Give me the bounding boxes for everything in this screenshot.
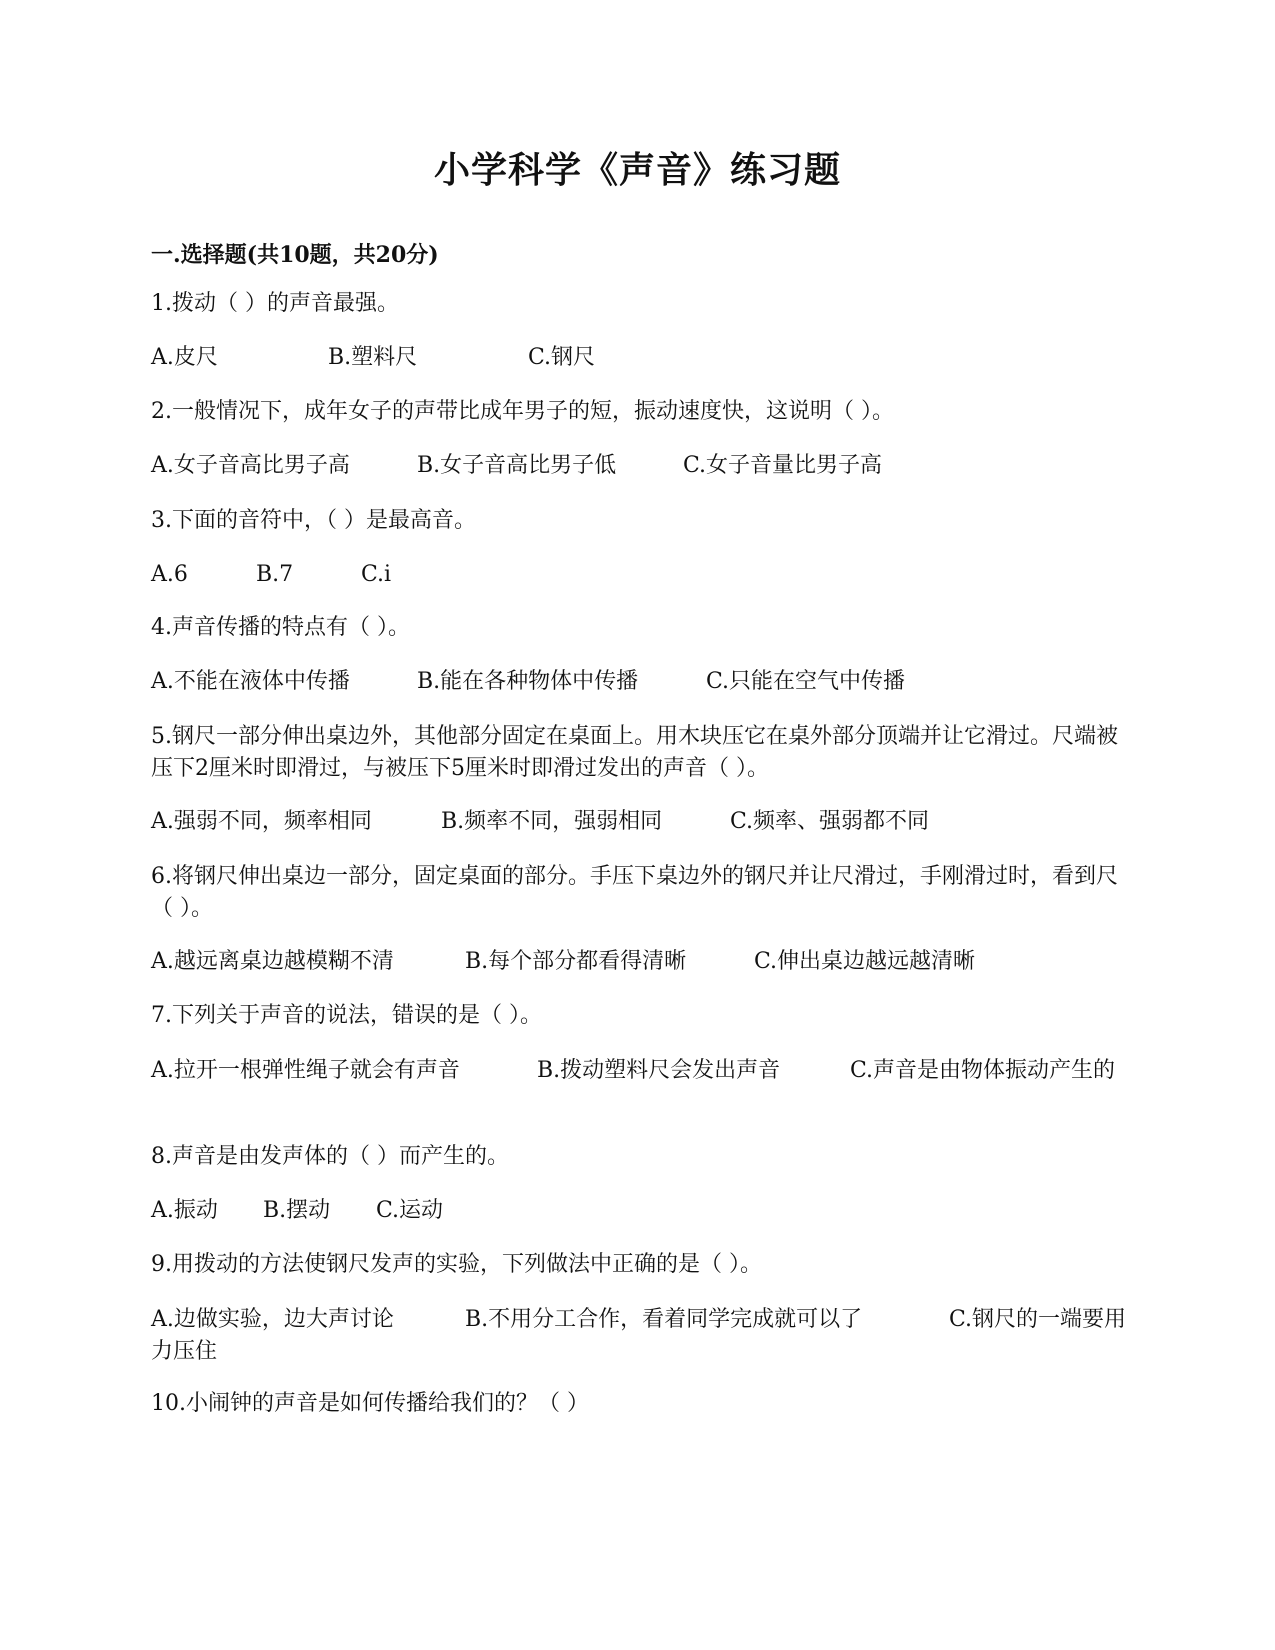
question-7-options bbox=[151, 1055, 1131, 1087]
question-3-options bbox=[151, 559, 1131, 591]
question-6-option-b: B.每个部分都看得清晰 bbox=[465, 949, 687, 974]
question-7-option-b: B.拨动塑料尺会发出声音 bbox=[537, 1058, 781, 1083]
question-8-option-a: A.振动 bbox=[151, 1198, 218, 1223]
question-7-stem: 7.下列关于声音的说法，错误的是（ ）。 bbox=[151, 1003, 542, 1028]
question-9-option-b: B.不用分工合作，看着同学完成就可以了 bbox=[465, 1307, 863, 1332]
question-3-option-a: A.6 bbox=[151, 562, 188, 587]
question-4-option-a: A.不能在液体中传播 bbox=[151, 669, 350, 694]
question-5-options bbox=[151, 806, 1131, 838]
question-2-stem: 2.一般情况下，成年女子的声带比成年男子的短，振动速度快，这说明（ ）。 bbox=[151, 399, 894, 424]
question-5-option-a: A.强弱不同，频率相同 bbox=[151, 809, 372, 834]
question-9-option-c: C.钢尺的一端要用力压住 bbox=[151, 1307, 1127, 1364]
question-4-option-b: B.能在各种物体中传播 bbox=[417, 669, 639, 694]
question-4-options bbox=[151, 666, 1131, 698]
question-1-stem: 1.拨动（ ）的声音最强。 bbox=[151, 291, 399, 316]
question-2-option-c: C.女子音量比男子高 bbox=[683, 453, 883, 478]
question-5-stem: 5.钢尺一部分伸出桌边外，其他部分固定在桌面上。用木块压它在桌外部分顶端并让它滑过。尺端被压下2厘米时即滑过，与被压下5厘米时即滑过发出的声音（ ）。 bbox=[151, 724, 1118, 781]
question-2-option-a: A.女子音高比男子高 bbox=[151, 453, 350, 478]
question-7-option-a: A.拉开一根弹性绳子就会有声音 bbox=[151, 1058, 460, 1083]
question-4-option-c: C.只能在空气中传播 bbox=[706, 669, 906, 694]
question-6-options bbox=[151, 946, 1131, 978]
question-5-option-b: B.频率不同，强弱相同 bbox=[441, 809, 663, 834]
question-2-option-b: B.女子音高比男子低 bbox=[417, 453, 617, 478]
question-4-stem: 4.声音传播的特点有（ ）。 bbox=[151, 615, 410, 640]
question-8-option-b: B.摆动 bbox=[263, 1198, 331, 1223]
question-2-options bbox=[151, 450, 1131, 482]
question-6-option-a: A.越远离桌边越模糊不清 bbox=[151, 949, 394, 974]
question-8-option-c: C.运动 bbox=[376, 1198, 444, 1223]
page-title: 小学科学《声音》练习题 bbox=[433, 149, 841, 191]
question-3-option-b: B.7 bbox=[256, 562, 294, 587]
question-9-option-a: A.边做实验，边大声讨论 bbox=[151, 1307, 394, 1332]
question-1-option-b: B.塑料尺 bbox=[328, 345, 418, 370]
question-6-option-c: C.伸出桌边越远越清晰 bbox=[754, 949, 976, 974]
question-3-stem: 3.下面的音符中，（ ）是最高音。 bbox=[151, 508, 476, 533]
question-1-options bbox=[151, 342, 1131, 374]
question-3-option-c: C.i bbox=[361, 562, 392, 587]
section-heading: 一.选择题(共10题，共20分) bbox=[151, 242, 439, 268]
question-9-options bbox=[151, 1304, 1131, 1368]
question-8-options bbox=[151, 1195, 1131, 1227]
question-6-stem: 6.将钢尺伸出桌边一部分，固定桌面的部分。手压下桌边外的钢尺并让尺滑过，手刚滑过时，看到尺（ ）。 bbox=[151, 864, 1118, 921]
question-5-option-c: C.频率、强弱都不同 bbox=[730, 809, 930, 834]
question-1-option-a: A.皮尺 bbox=[151, 345, 218, 370]
question-1-option-c: C.钢尺 bbox=[528, 345, 596, 370]
question-7-option-c: C.声音是由物体振动产生的 bbox=[850, 1058, 1116, 1083]
question-10-stem: 10.小闹钟的声音是如何传播给我们的？（ ） bbox=[151, 1391, 589, 1416]
question-9-stem: 9.用拨动的方法使钢尺发声的实验，下列做法中正确的是（ ）。 bbox=[151, 1252, 762, 1277]
question-8-stem: 8.声音是由发声体的（ ）而产生的。 bbox=[151, 1144, 509, 1169]
